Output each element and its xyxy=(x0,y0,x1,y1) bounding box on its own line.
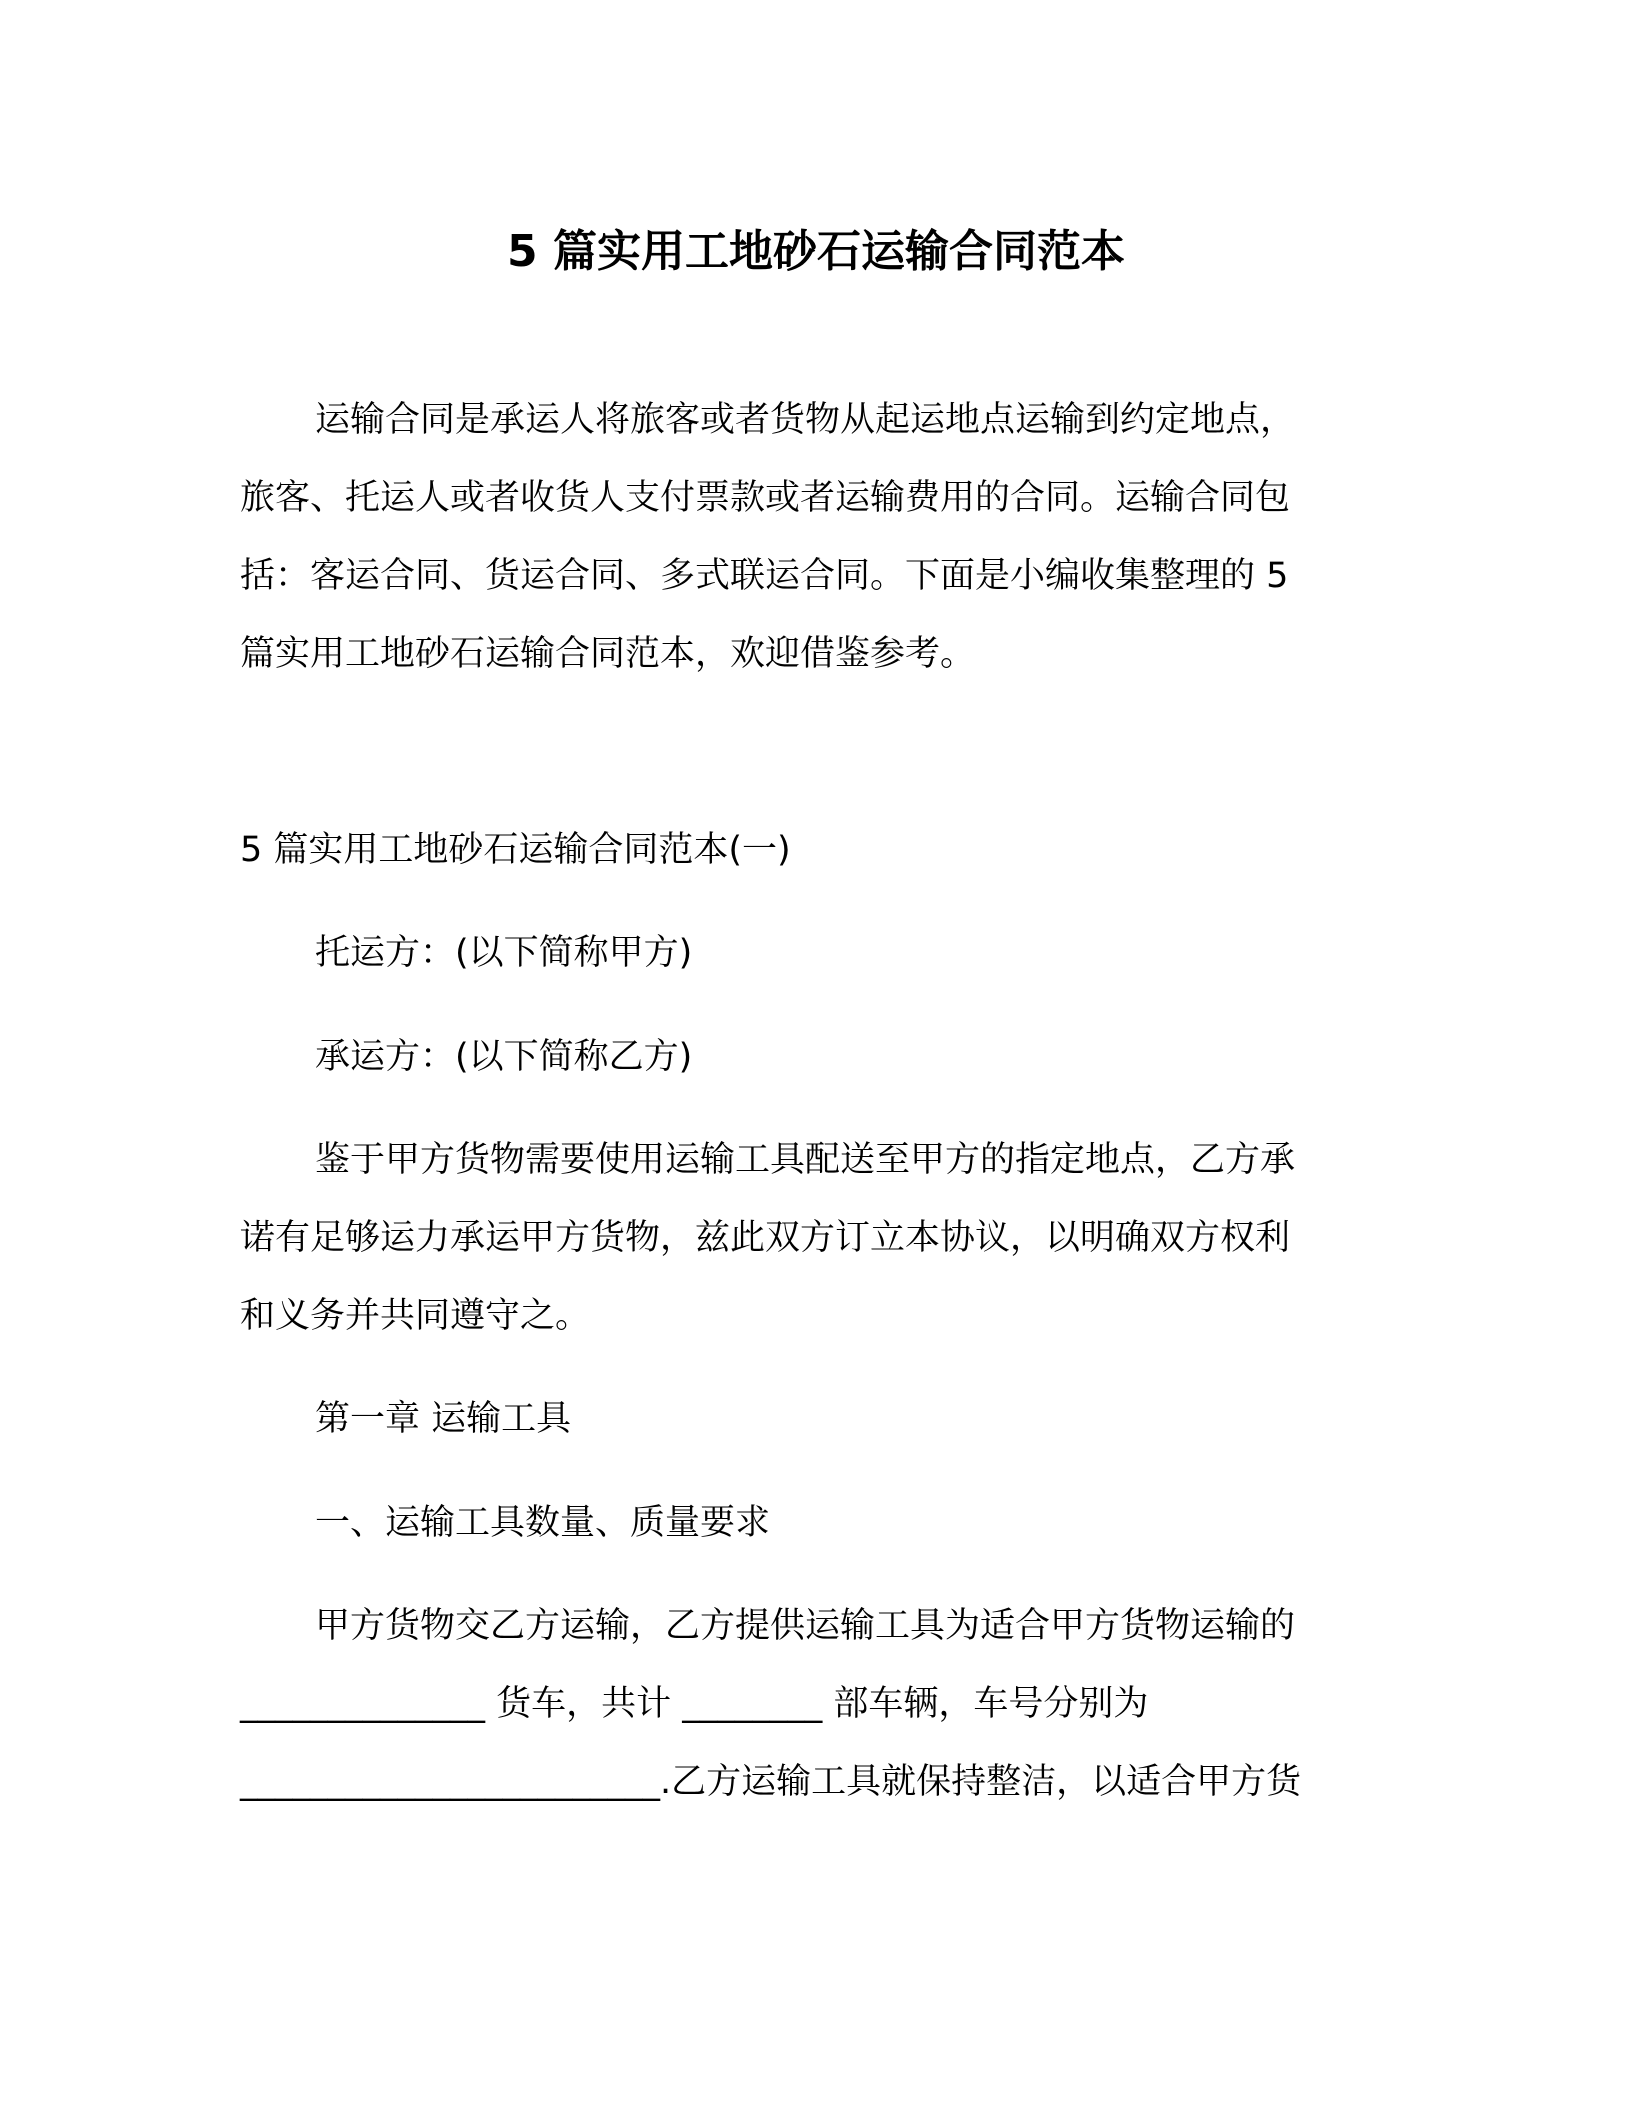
clause-heading: 一、运输工具数量、质量要求 xyxy=(315,1503,771,1543)
intro-line-2: 旅客、托运人或者收货人支付票款或者运输费用的合同。运输合同包 xyxy=(240,478,1291,518)
preamble-line-2: 诺有足够运力承运甲方货物，兹此双方订立本协议，以明确双方权利 xyxy=(240,1218,1291,1258)
carrier-line: 承运方：(以下简称乙方) xyxy=(315,1037,693,1077)
preamble-line-3: 和义务并共同遵守之。 xyxy=(240,1296,591,1336)
consignor-line: 托运方：(以下简称甲方) xyxy=(315,933,693,973)
intro-line-1: 运输合同是承运人将旅客或者货物从起运地点运输到约定地点， xyxy=(315,400,1296,440)
clause-line-2: ______________ 货车，共计 ________ 部车辆，车号分别为 xyxy=(240,1684,1149,1724)
clause-line-3: ________________________.乙方运输工具就保持整洁，以适合甲方货 xyxy=(240,1762,1302,1802)
intro-line-4: 篇实用工地砂石运输合同范本，欢迎借鉴参考。 xyxy=(240,634,976,674)
preamble-line-1: 鉴于甲方货物需要使用运输工具配送至甲方的指定地点，乙方承 xyxy=(315,1140,1296,1180)
document-title: 5 篇实用工地砂石运输合同范本 xyxy=(507,226,1125,277)
clause-line-1: 甲方货物交乙方运输，乙方提供运输工具为适合甲方货物运输的 xyxy=(315,1606,1296,1646)
chapter-heading: 第一章 运输工具 xyxy=(315,1399,572,1439)
section-heading: 5 篇实用工地砂石运输合同范本(一) xyxy=(240,830,791,870)
intro-line-3: 括：客运合同、货运合同、多式联运合同。下面是小编收集整理的 5 xyxy=(240,556,1289,596)
